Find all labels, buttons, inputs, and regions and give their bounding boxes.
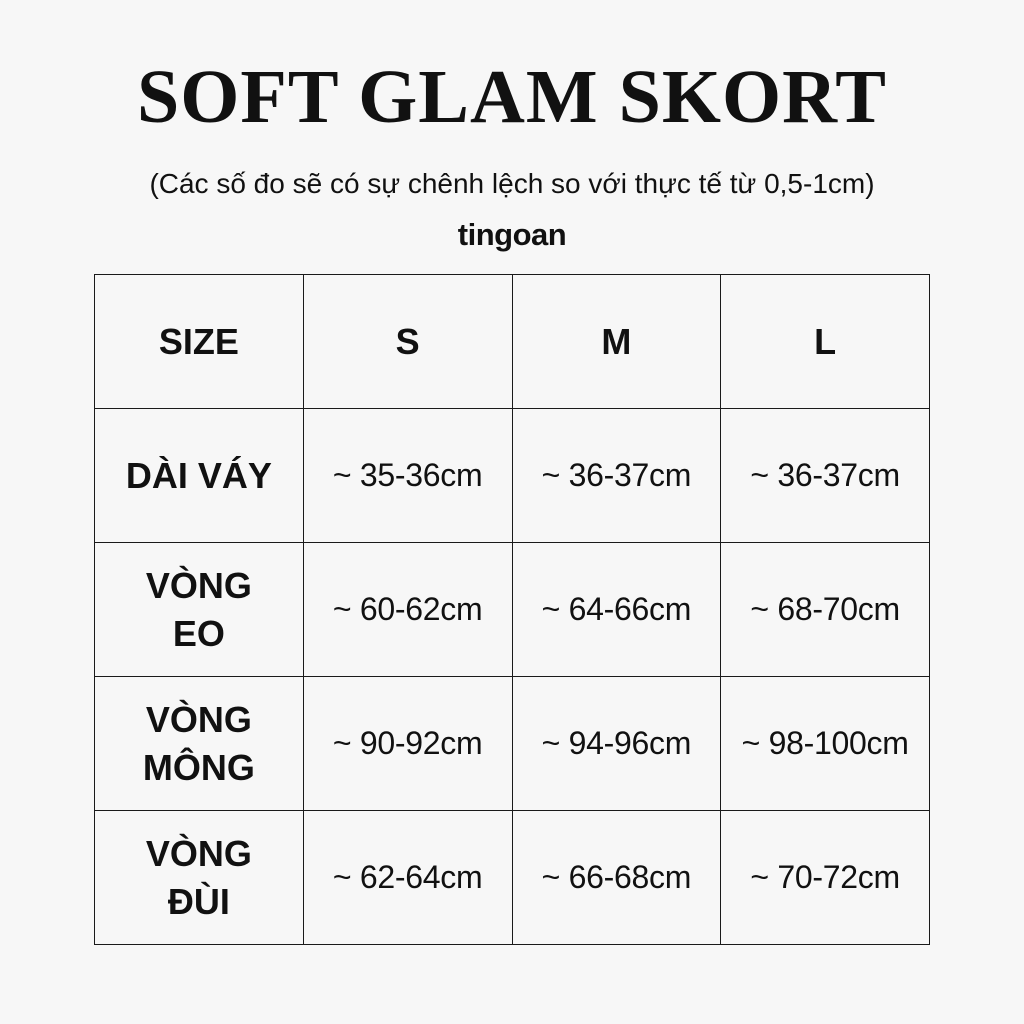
row-label-thigh xyxy=(95,811,304,945)
table-row xyxy=(95,543,930,677)
row-label-waist xyxy=(95,543,304,677)
table-row xyxy=(95,811,930,945)
page-title: SOFT GLAM SKORT xyxy=(137,55,887,139)
table-cell: ~ 68-70cm xyxy=(721,543,930,677)
table-row xyxy=(95,677,930,811)
header-size: SIZE xyxy=(95,275,304,409)
table-row xyxy=(95,409,930,543)
row-label-line: ĐÙI xyxy=(167,880,230,922)
row-label-line: VÒNG xyxy=(145,698,252,740)
table-cell: ~ 36-37cm xyxy=(721,409,930,543)
table-cell: ~ 70-72cm xyxy=(721,811,930,945)
header-s: S xyxy=(303,275,512,409)
table-cell: ~ 90-92cm xyxy=(303,677,512,811)
row-label-line: EO xyxy=(172,612,225,654)
table-cell: ~ 66-68cm xyxy=(512,811,721,945)
row-label-hip xyxy=(95,677,304,811)
table-cell: ~ 98-100cm xyxy=(721,677,930,811)
size-chart-table xyxy=(94,274,930,945)
table-cell: ~ 36-37cm xyxy=(512,409,721,543)
table-cell: ~ 62-64cm xyxy=(303,811,512,945)
table-cell: ~ 94-96cm xyxy=(512,677,721,811)
row-label-skirt-length: DÀI VÁY xyxy=(95,409,304,543)
header-m: M xyxy=(512,275,721,409)
row-label-line: MÔNG xyxy=(142,746,255,788)
row-label-line: VÒNG xyxy=(145,564,252,606)
brand-name: tingoan xyxy=(457,217,567,252)
table-cell: ~ 35-36cm xyxy=(303,409,512,543)
table-cell: ~ 64-66cm xyxy=(512,543,721,677)
header-l: L xyxy=(721,275,930,409)
table-header-row xyxy=(95,275,930,409)
row-label-line: VÒNG xyxy=(145,832,252,874)
table-cell: ~ 60-62cm xyxy=(303,543,512,677)
measurement-note: (Các số đo sẽ có sự chênh lệch so với thực tế từ 0,5-1cm) xyxy=(149,168,875,199)
